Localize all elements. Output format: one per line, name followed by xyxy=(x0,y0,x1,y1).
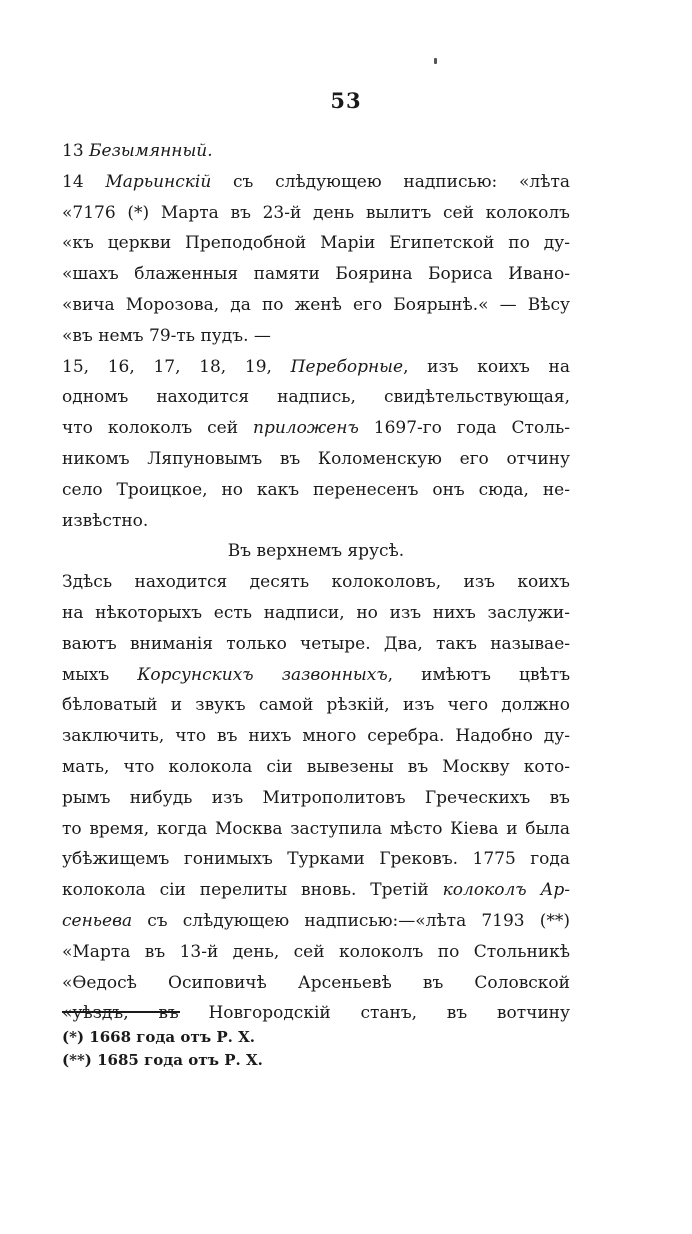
text-line xyxy=(62,844,570,875)
text-segment: 1697-го года Столь- xyxy=(358,418,570,439)
text-segment: на нѣкоторыхъ есть надписи, но изъ нихъ заслужи- xyxy=(62,602,570,623)
text-segment: мать, что колокола сіи вывезены въ Москву кото- xyxy=(62,756,570,777)
text-line xyxy=(62,321,570,352)
text-line xyxy=(62,937,570,968)
text-segment: что колоколъ сей xyxy=(62,418,254,439)
text-segment: Здѣсь находится десять колоколовъ, изъ коихъ xyxy=(62,572,570,593)
text-line xyxy=(62,382,570,413)
footnotes xyxy=(62,1026,570,1072)
text-line xyxy=(62,259,570,290)
text-segment: заключить, что въ нихъ много серебра. Надобно ду- xyxy=(62,726,570,747)
footnote-rule xyxy=(62,1011,180,1013)
text-line xyxy=(62,136,570,167)
text-line xyxy=(62,968,570,999)
text-segment: мыхъ xyxy=(62,664,138,685)
text-segment: 14 xyxy=(62,171,106,192)
text-segment: «Марта въ 13-й день, сей колоколъ по Стольникѣ xyxy=(62,941,570,962)
italic-text: Марьинскій xyxy=(105,171,212,192)
text-line xyxy=(62,352,570,383)
text-line xyxy=(62,906,570,937)
text-line xyxy=(62,783,570,814)
text-segment: бѣловатый и звукъ самой рѣзкій, изъ чего должно xyxy=(62,695,570,716)
text-line xyxy=(62,444,570,475)
page-number: 53 xyxy=(330,88,362,113)
italic-text: Безымянный. xyxy=(89,141,213,161)
text-line xyxy=(62,475,570,506)
text-segment: , изъ коихъ на xyxy=(403,356,571,377)
text-line xyxy=(62,660,570,691)
text-segment: то время, когда Москва заступила мѣсто Кіева и была xyxy=(62,818,570,839)
italic-text: колоколъ Ар- xyxy=(442,880,570,901)
text-segment: ваютъ вниманія только четыре. Два, такъ называе- xyxy=(62,633,570,654)
text-line xyxy=(62,228,570,259)
italic-text: приложенъ xyxy=(253,418,359,439)
text-line xyxy=(62,167,570,198)
text-line xyxy=(62,506,570,537)
text-line xyxy=(62,721,570,752)
text-line xyxy=(62,629,570,660)
text-line xyxy=(62,598,570,629)
text-segment: съ слѣдующею надписью:—«лѣта 7193 (**) xyxy=(132,910,570,931)
footnote-1: (*) 1668 года отъ Р. Х. xyxy=(62,1028,255,1046)
stray-mark xyxy=(434,58,437,64)
text-segment: село Троицкое, но какъ перенесенъ онъ сюда, не- xyxy=(62,479,570,500)
text-line xyxy=(62,567,570,598)
text-segment: 15, 16, 17, 18, 19, xyxy=(62,356,291,377)
text-segment: «7176 (*) Марта въ 23-й день вылитъ сей колоколъ xyxy=(62,202,570,223)
text-line xyxy=(62,998,570,1029)
text-segment: 13 xyxy=(62,141,90,161)
text-line xyxy=(62,814,570,845)
paragraphs-top xyxy=(62,136,570,536)
italic-text: Переборные xyxy=(290,356,404,377)
italic-text: Корсунскихъ зазвонныхъ xyxy=(137,664,388,685)
text-segment: убѣжищемъ гонимыхъ Турками Грековъ. 1775 года xyxy=(62,849,570,870)
text-segment: «шахъ блаженныя памяти Боярина Бориса Ивано- xyxy=(62,264,570,285)
text-segment: , имѣютъ цвѣтъ xyxy=(387,664,571,685)
text-line xyxy=(62,690,570,721)
italic-text: сеньева xyxy=(62,910,133,931)
text-segment: «къ церкви Преподобной Маріи Египетской по ду- xyxy=(62,233,570,254)
footnote-2: (**) 1685 года отъ Р. Х. xyxy=(62,1051,263,1069)
body-text xyxy=(62,136,570,1029)
text-line xyxy=(62,752,570,783)
paragraphs-bottom xyxy=(62,567,570,1029)
text-segment: извѣстно. xyxy=(62,510,149,531)
text-segment: «въ немъ 79-ть пудъ. — xyxy=(62,325,271,346)
text-segment: съ слѣдующею надписью: «лѣта xyxy=(211,171,570,192)
text-line xyxy=(62,290,570,321)
text-segment: одномъ находится надпись, свидѣтельствующая, xyxy=(62,387,570,408)
text-line xyxy=(62,198,570,229)
text-segment: рымъ нибудь изъ Митрополитовъ Греческихъ въ xyxy=(62,787,570,808)
text-segment: «Ѳедосѣ Осиповичѣ Арсеньевѣ въ Соловской xyxy=(62,972,570,993)
section-heading: Въ верхнемъ ярусѣ. xyxy=(227,541,405,562)
text-segment: колокола сіи перелиты вновь. Третій xyxy=(62,880,443,901)
text-line xyxy=(62,413,570,444)
text-segment: «уѣздъ, въ Новгородскій станъ, въ вотчину xyxy=(62,1003,570,1024)
text-line xyxy=(62,875,570,906)
text-segment: никомъ Ляпуновымъ въ Коломенскую его отчину xyxy=(62,448,570,469)
text-segment: «вича Морозова, да по женѣ его Боярынѣ.« — Вѣсу xyxy=(62,294,570,315)
